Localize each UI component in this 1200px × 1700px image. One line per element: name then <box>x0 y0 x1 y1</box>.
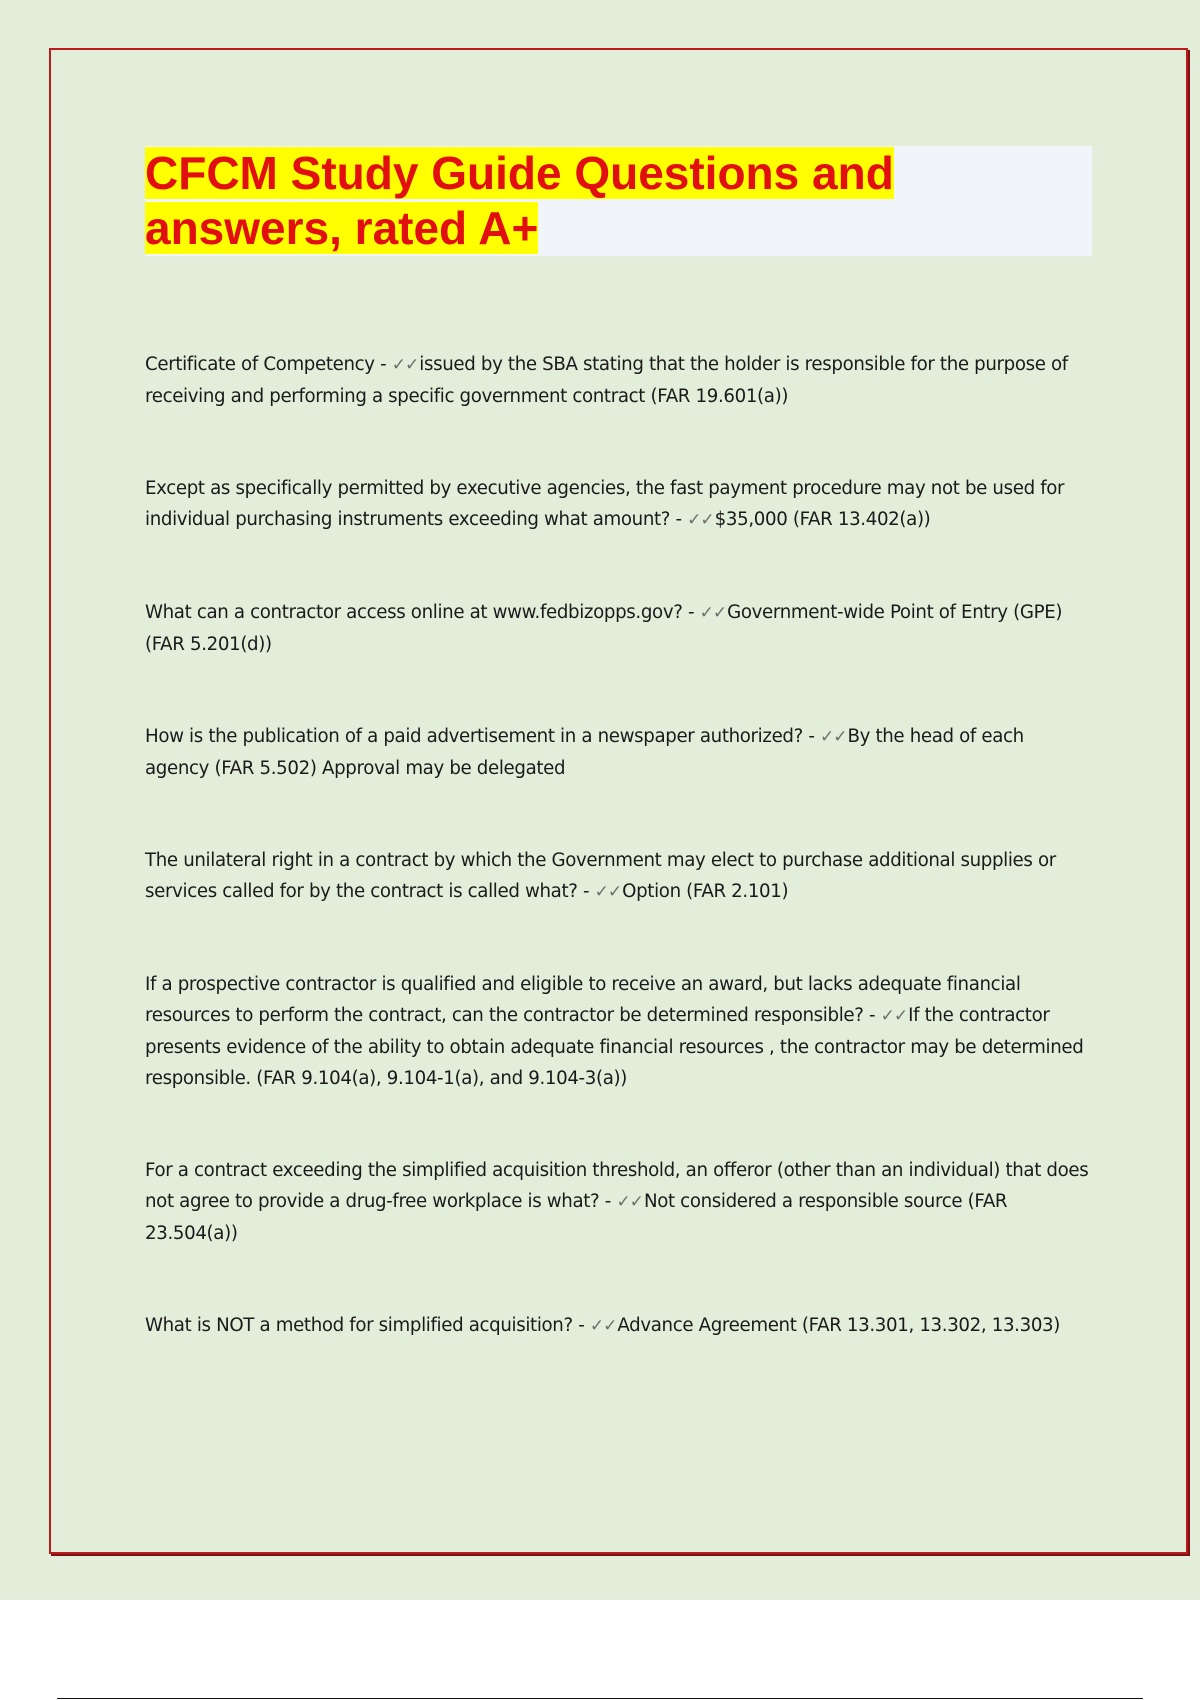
qa-item <box>145 1310 1090 1342</box>
title-line-1: CFCM Study Guide Questions and <box>145 147 894 199</box>
answer-text: Not considered a responsible source (FAR 23.504(a)) <box>145 1191 1008 1244</box>
question-text: What can a contractor access online at www.fedbizopps.gov? - <box>145 602 700 623</box>
answer-text: If the contractor presents evidence of the ability to obtain adequate financial resources , the contractor may be determined responsible. (FAR 9.104(a), 9.104-1(a), and 9.104-3(a)) <box>145 1005 1084 1089</box>
question-text: What is NOT a method for simplified acquisition? - <box>145 1315 590 1336</box>
qa-item <box>145 1155 1090 1249</box>
checkmark-icon: ✓✓ <box>687 510 714 530</box>
qa-list <box>145 349 1090 1403</box>
answer-text: Option (FAR 2.101) <box>622 881 789 902</box>
question-text: Except as specifically permitted by executive agencies, the fast payment procedure may not be used for individual purchasing instruments exceeding what amount? - <box>145 478 1065 530</box>
qa-item <box>145 597 1090 660</box>
question-text: The unilateral right in a contract by which the Government may elect to purchase additional supplies or services called for by the contract is called what? - <box>145 850 1056 902</box>
checkmark-icon: ✓✓ <box>616 1192 643 1212</box>
answer-text: $35,000 (FAR 13.402(a)) <box>714 509 931 530</box>
question-text: If a prospective contractor is qualified and eligible to receive an award, but lacks adequate financial resources to perform the contract, can the contractor be determined responsible? - <box>145 974 1021 1026</box>
answer-text: Advance Agreement (FAR 13.301, 13.302, 13.303) <box>617 1315 1061 1336</box>
answer-text: Government-wide Point of Entry (GPE) (FAR 5.201(d)) <box>145 602 1063 655</box>
checkmark-icon: ✓✓ <box>391 355 419 375</box>
qa-item <box>145 349 1090 412</box>
checkmark-icon: ✓✓ <box>594 882 622 902</box>
qa-item <box>145 845 1090 908</box>
footer-divider <box>57 1698 1143 1699</box>
question-text: Certificate of Competency - <box>145 354 392 375</box>
answer-text: By the head of each agency (FAR 5.502) Approval may be delegated <box>145 726 1024 779</box>
checkmark-icon: ✓✓ <box>880 1006 908 1026</box>
checkmark-icon: ✓✓ <box>589 1316 617 1336</box>
question-text: For a contract exceeding the simplified acquisition threshold, an offeror (other than an individual) that does not agree to provide a drug-free workplace is what? - <box>145 1160 1089 1212</box>
checkmark-icon: ✓✓ <box>820 727 847 747</box>
question-text: How is the publication of a paid advertisement in a newspaper authorized? - <box>145 726 820 747</box>
qa-item <box>145 721 1090 784</box>
qa-item <box>145 969 1090 1094</box>
answer-text: issued by the SBA stating that the holder is responsible for the purpose of receiving and performing a specific government contract (FAR 19.601(a)) <box>145 354 1068 407</box>
qa-item <box>145 473 1090 536</box>
checkmark-icon: ✓✓ <box>699 603 727 623</box>
document-title <box>145 146 1045 256</box>
title-line-2: answers, rated A+ <box>145 202 539 254</box>
